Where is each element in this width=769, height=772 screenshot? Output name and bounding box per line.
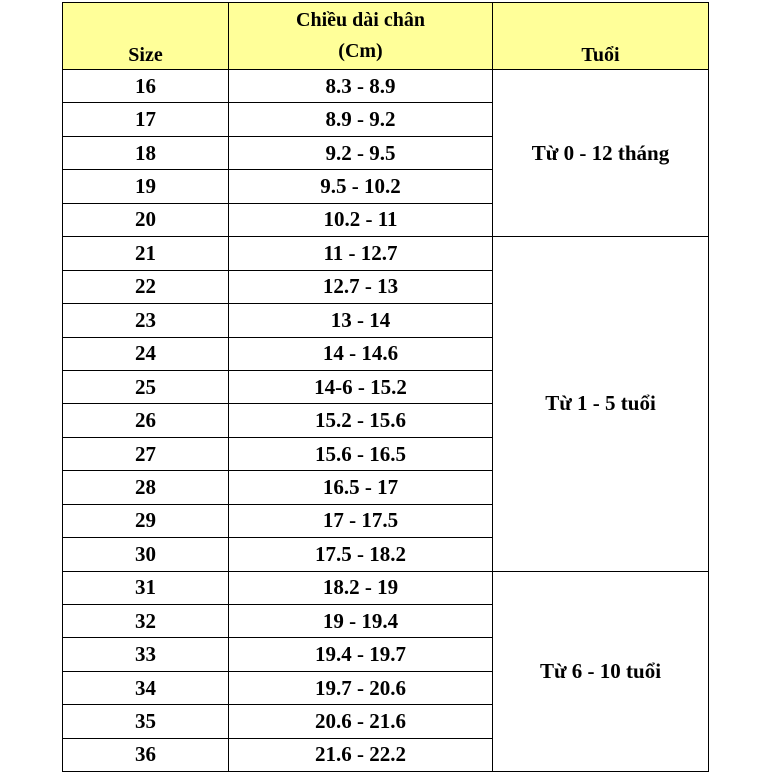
foot-length-cell: 14-6 - 15.2 bbox=[229, 370, 493, 403]
size-cell: 33 bbox=[63, 638, 229, 671]
size-chart-table bbox=[62, 2, 709, 772]
table-row bbox=[63, 571, 709, 604]
table-row bbox=[63, 70, 709, 103]
foot-length-cell: 21.6 - 22.2 bbox=[229, 738, 493, 771]
size-cell: 21 bbox=[63, 237, 229, 270]
size-cell: 31 bbox=[63, 571, 229, 604]
table-row bbox=[63, 237, 709, 270]
size-cell: 27 bbox=[63, 437, 229, 470]
size-cell: 30 bbox=[63, 538, 229, 571]
foot-length-cell: 15.6 - 16.5 bbox=[229, 437, 493, 470]
foot-length-cell: 9.5 - 10.2 bbox=[229, 170, 493, 203]
foot-length-cell: 19 - 19.4 bbox=[229, 605, 493, 638]
size-cell: 29 bbox=[63, 504, 229, 537]
size-cell: 32 bbox=[63, 605, 229, 638]
size-cell: 35 bbox=[63, 705, 229, 738]
foot-length-cell: 17 - 17.5 bbox=[229, 504, 493, 537]
header-foot-length bbox=[229, 3, 493, 70]
age-group-cell: Từ 6 - 10 tuổi bbox=[493, 571, 709, 772]
foot-length-cell: 19.7 - 20.6 bbox=[229, 671, 493, 704]
size-cell: 36 bbox=[63, 738, 229, 771]
foot-length-cell: 18.2 - 19 bbox=[229, 571, 493, 604]
foot-length-cell: 9.2 - 9.5 bbox=[229, 136, 493, 169]
size-cell: 16 bbox=[63, 70, 229, 103]
foot-length-cell: 19.4 - 19.7 bbox=[229, 638, 493, 671]
header-size: Size bbox=[63, 3, 229, 70]
size-cell: 34 bbox=[63, 671, 229, 704]
foot-length-cell: 11 - 12.7 bbox=[229, 237, 493, 270]
size-cell: 25 bbox=[63, 370, 229, 403]
foot-length-cell: 13 - 14 bbox=[229, 304, 493, 337]
table-header bbox=[63, 3, 709, 70]
foot-length-cell: 16.5 - 17 bbox=[229, 471, 493, 504]
foot-length-cell: 8.3 - 8.9 bbox=[229, 70, 493, 103]
header-foot-length-label: Chiều dài chân bbox=[296, 9, 425, 31]
header-foot-length-unit: (Cm) bbox=[338, 40, 383, 62]
foot-length-cell: 12.7 - 13 bbox=[229, 270, 493, 303]
foot-length-cell: 15.2 - 15.6 bbox=[229, 404, 493, 437]
header-row bbox=[63, 3, 709, 70]
foot-length-cell: 20.6 - 21.6 bbox=[229, 705, 493, 738]
age-group-cell: Từ 0 - 12 tháng bbox=[493, 70, 709, 237]
foot-length-cell: 14 - 14.6 bbox=[229, 337, 493, 370]
size-cell: 17 bbox=[63, 103, 229, 136]
size-cell: 28 bbox=[63, 471, 229, 504]
size-cell: 24 bbox=[63, 337, 229, 370]
size-cell: 26 bbox=[63, 404, 229, 437]
header-age: Tuổi bbox=[493, 3, 709, 70]
age-group-cell: Từ 1 - 5 tuổi bbox=[493, 237, 709, 571]
foot-length-cell: 8.9 - 9.2 bbox=[229, 103, 493, 136]
size-cell: 23 bbox=[63, 304, 229, 337]
table-body bbox=[63, 70, 709, 772]
size-cell: 22 bbox=[63, 270, 229, 303]
size-cell: 19 bbox=[63, 170, 229, 203]
foot-length-cell: 10.2 - 11 bbox=[229, 203, 493, 236]
size-cell: 18 bbox=[63, 136, 229, 169]
size-cell: 20 bbox=[63, 203, 229, 236]
foot-length-cell: 17.5 - 18.2 bbox=[229, 538, 493, 571]
